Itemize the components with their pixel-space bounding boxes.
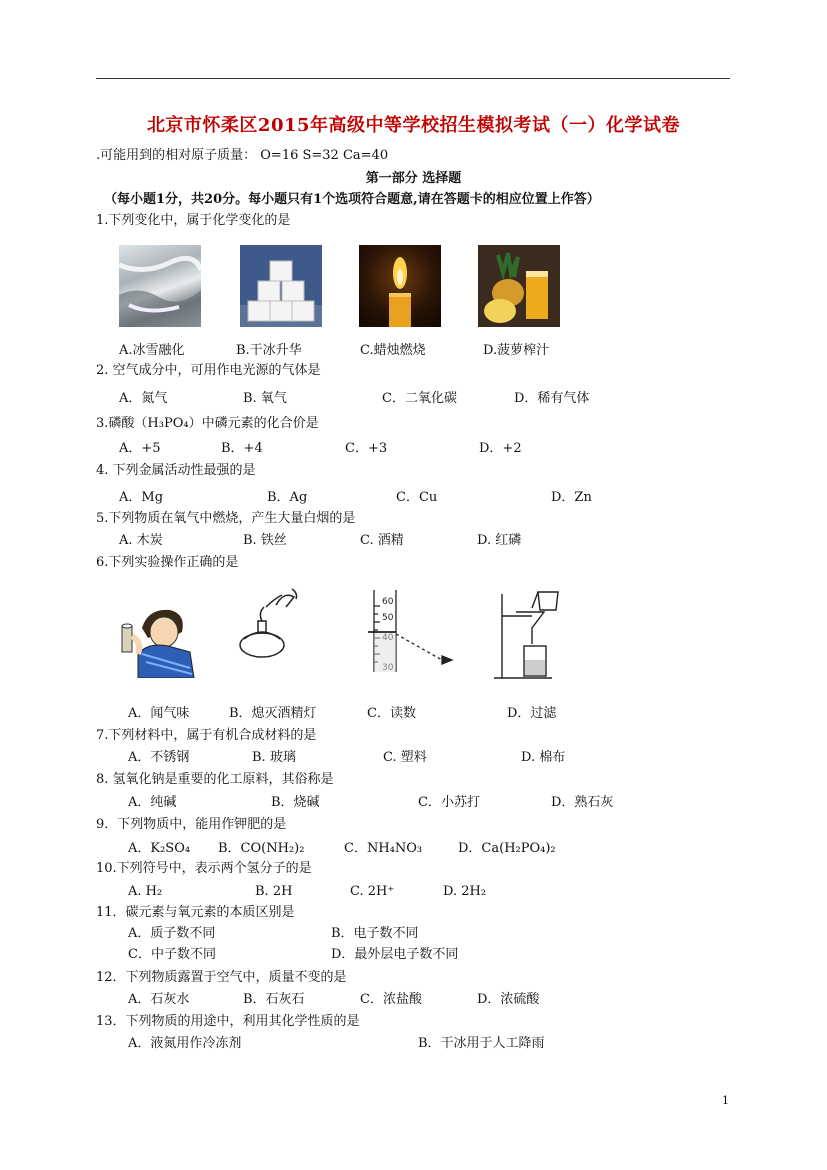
q7-option-a: A．不锈钢 <box>128 750 190 765</box>
question-12-stem: 12．下列物质露置于空气中，质量不变的是 <box>96 970 347 985</box>
q4-option-a: A．Mg <box>119 490 164 505</box>
section-heading: 第一部分 选择题 <box>365 171 462 186</box>
q5-option-b: B. 铁丝 <box>243 533 287 548</box>
q5-option-a: A. 木炭 <box>119 533 163 548</box>
q10-option-c: C. 2H⁺ <box>350 884 395 899</box>
question-3-stem: 3.磷酸（H₃PO₄）中磷元素的化合价是 <box>96 416 319 431</box>
q7-option-b: B. 玻璃 <box>252 750 296 765</box>
question-11-stem: 11．碳元素与氧元素的本质区别是 <box>96 905 295 920</box>
q12-option-c: C．浓盐酸 <box>360 992 422 1007</box>
question-13-stem: 13．下列物质的用途中，利用其化学性质的是 <box>96 1014 360 1029</box>
q11-option-d: D．最外层电子数不同 <box>331 947 459 962</box>
q10-option-d: D. 2H₂ <box>443 884 487 899</box>
q12-option-a: A．石灰水 <box>128 992 190 1007</box>
q6-option-c: C．读数 <box>367 706 416 721</box>
q3-option-b: B．+4 <box>221 441 263 456</box>
q2-option-c: C．二氧化碳 <box>382 391 457 406</box>
q7-option-d: D. 棉布 <box>521 750 566 765</box>
q1-option-c: C.蜡烛燃烧 <box>360 343 426 358</box>
header-rule <box>96 78 730 79</box>
section-note: （每小题1分，共20分。每小题只有1个选项符合题意,请在答题卡的相应位置上作答） <box>104 192 600 207</box>
q11-option-b: B．电子数不同 <box>331 926 419 941</box>
page-title: 北京市怀柔区2015年高级中等学校招生模拟考试（一）化学试卷 <box>146 115 681 136</box>
q11-option-a: A．质子数不同 <box>128 926 216 941</box>
ice-melting-image <box>119 245 201 327</box>
question-10-stem: 10.下列符号中，表示两个氢分子的是 <box>96 861 312 876</box>
q8-option-a: A．纯碱 <box>128 795 177 810</box>
q10-option-a: A. H₂ <box>128 884 163 899</box>
q1-option-a: A.冰雪融化 <box>119 343 185 358</box>
q8-option-c: C．小苏打 <box>418 795 480 810</box>
q3-option-d: D．+2 <box>479 441 522 456</box>
q4-option-b: B．Ag <box>267 490 308 505</box>
q6-option-d: D．过滤 <box>507 706 557 721</box>
question-2-stem: 2. 空气成分中，可用作电光源的气体是 <box>96 363 321 378</box>
question-4-stem: 4. 下列金属活动性最强的是 <box>96 463 256 478</box>
question-8-stem: 8. 氢氧化钠是重要的化工原料，其俗称是 <box>96 772 334 787</box>
q5-option-d: D. 红磷 <box>477 533 522 548</box>
q8-option-b: B．烧碱 <box>271 795 320 810</box>
q12-option-b: B．石灰石 <box>243 992 305 1007</box>
q2-option-b: B. 氧气 <box>243 391 287 406</box>
page-number: 1 <box>722 1094 729 1107</box>
q2-option-a: A．氮气 <box>119 391 168 406</box>
q9-option-a: A．K₂SO₄ <box>128 841 191 856</box>
smell-gas-illustration <box>112 588 196 678</box>
q9-option-c: C．NH₄NO₃ <box>344 841 423 856</box>
q1-option-d: D.菠萝榨汁 <box>483 343 550 358</box>
cylinder-reading-illustration <box>366 590 456 672</box>
alcohol-lamp-illustration <box>236 585 306 665</box>
q13-option-a: A．液氮用作冷冻剂 <box>128 1036 242 1051</box>
q2-option-d: D．稀有气体 <box>514 391 590 406</box>
q7-option-c: C. 塑料 <box>383 750 427 765</box>
question-5-stem: 5.下列物质在氧气中燃烧，产生大量白烟的是 <box>96 511 356 526</box>
q5-option-c: C. 酒精 <box>360 533 404 548</box>
filtration-illustration <box>492 588 572 680</box>
question-7-stem: 7.下列材料中，属于有机合成材料的是 <box>96 728 317 743</box>
candle-burning-image <box>359 245 441 327</box>
q13-option-b: B．干冰用于人工降雨 <box>418 1036 545 1051</box>
q9-option-b: B．CO(NH₂)₂ <box>218 841 305 856</box>
question-9-stem: 9．下列物质中，能用作钾肥的是 <box>96 817 287 832</box>
q11-option-c: C．中子数不同 <box>128 947 216 962</box>
dry-ice-image <box>240 245 322 327</box>
atomic-mass-line: .可能用到的相对原子质量： O=16 S=32 Ca=40 <box>96 148 389 163</box>
q3-option-a: A．+5 <box>119 441 161 456</box>
q10-option-b: B. 2H <box>255 884 293 899</box>
q3-option-c: C．+3 <box>345 441 388 456</box>
q4-option-d: D．Zn <box>551 490 592 505</box>
pineapple-juice-image <box>478 245 560 327</box>
q8-option-d: D．熟石灰 <box>551 795 614 810</box>
q1-option-b: B.干冰升华 <box>236 343 302 358</box>
svg-text:60: 60 <box>382 597 394 607</box>
q9-option-d: D．Ca(H₂PO₄)₂ <box>458 841 556 856</box>
svg-text:50: 50 <box>382 613 394 623</box>
q6-option-b: B．熄灭酒精灯 <box>229 706 317 721</box>
question-1-stem: 1.下列变化中，属于化学变化的是 <box>96 213 291 228</box>
q6-option-a: A．闻气味 <box>128 706 190 721</box>
q12-option-d: D．浓硫酸 <box>477 992 540 1007</box>
q4-option-c: C．Cu <box>396 490 438 505</box>
question-6-stem: 6.下列实验操作正确的是 <box>96 555 239 570</box>
